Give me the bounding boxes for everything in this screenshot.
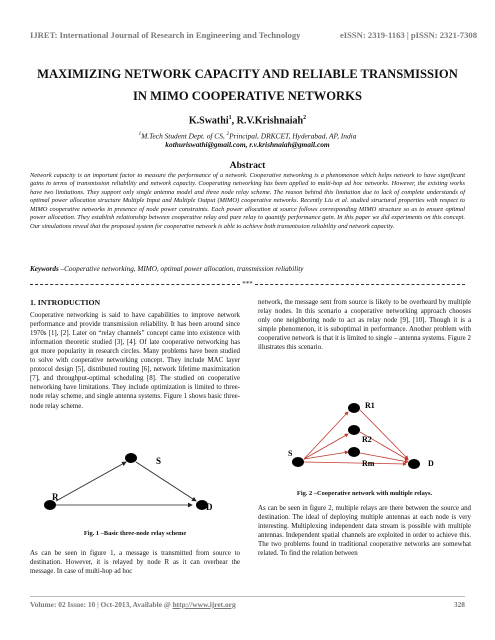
abstract-body: Network capacity is an important factor to measure the performance of a network. Cooperative networking is a phenomenon which helps network to have significant gains in terms of transmission reliability and network capacity. Cooperating networking has been applied to multi-hop ad hoc networks. However, the existing works have two limitations. They support only single antenna model and three node relay scheme. The reason behind this limitation due to lack of complete understands of optimal power allocation structure Multiple Input and Multiple Output (MIMO) cooperative networks. Recently Liu et al. studied structural properties with respect to MIMO cooperative networks in presence of node power constraints. Each power allocation at source follows corresponding MIMO structure so as to ensure optimal power allocation. They establish relationship between cooperative relay and pure relay to quantify performance gain. In this paper we did experiments on this concept. Our simulations reveal that the proposed system for cooperative network is able to achieve both transmission reliability and network capacity. (30, 172, 465, 230)
paper-title (20, 63, 475, 107)
node-rm (348, 447, 360, 457)
author-emails[interactable]: kothuriswathi@gmail.com, r.v.krishnaiah@gmail.com (165, 140, 330, 150)
label-s: S (156, 456, 162, 466)
keywords (30, 265, 465, 273)
figure-1-caption (30, 530, 240, 537)
left-column-top (30, 298, 240, 411)
affil-sup-1: 1 (138, 132, 142, 137)
section-heading: 1. INTRODUCTION (30, 298, 101, 307)
edge-s-d (136, 462, 196, 501)
keywords-label: Keywords (30, 265, 59, 273)
node-r1 (348, 403, 360, 413)
left-column-bottom (30, 549, 240, 576)
label-d: D (206, 502, 213, 512)
journal-link[interactable]: http://www.ijret.org (172, 600, 236, 609)
label-d2: D (428, 459, 434, 468)
section-separator (30, 280, 465, 288)
affil-part-2: Principal, DRKCET, Hyderabad, AP, India (229, 131, 357, 141)
right-column-bottom (258, 504, 471, 558)
intro-paragraph-2: As can be seen in figure 1, a message is transmitted from source to destination. However, it is relayed by node R as it can overhear the message. In case of multi-hop ad hoc (30, 550, 240, 576)
label-r2: R2 (362, 435, 372, 444)
fig2-text: –Cooperative network with multiple relays. (312, 490, 433, 497)
node-r2 (348, 425, 360, 435)
right-paragraph-1: network, the message sent from source is likely to be overheard by multiple relay nodes. In this scenario a cooperative networking approach chooses only one neighboring node to act as relay node [9], [10]. Though it is a simple phenomenon, it is suboptimal in performance. Another problem with cooperative network is that it is limited to single – antenna systems. Figure 2 illustrates this scenario. (258, 299, 471, 352)
intro-paragraph-1: Cooperative networking is said to have capabilities to improve network performance and provide transmission reliability. It has been around since 1970s [1], [2]. Later on “relay channels” concept came into existence with information theoretic studied [3], [4]. Of late cooperative networking has got more popularity in research circles. Many problems have been studied to solve with cooperative networking concept. They include MAC layer protocol design [5], distributed routing [6], network lifetime maximization [7], and throughput-optimal scheduling [8]. The studied on cooperative networking have limitations. They include optimization is limited to three-node relay scheme, and single antenna systems. Figure 1 shows basic three-node relay scheme. (30, 312, 240, 410)
footer-prefix: Volume: 02 Issue: 10 | Oct-2013, Available @ (30, 600, 173, 609)
authors (20, 115, 475, 126)
separator-line-left (30, 284, 240, 285)
figure-2-caption (258, 490, 471, 497)
label-r: R (52, 492, 59, 502)
label-rm: Rm (362, 459, 375, 468)
node-s2 (292, 457, 304, 467)
author-sep: , (231, 115, 237, 127)
author-1: K.Swathi (188, 115, 229, 127)
title-line-1: MAXIMIZING NETWORK CAPACITY AND RELIABLE TRANSMISSION (37, 67, 458, 81)
keywords-text: –Cooperative networking, MIMO, optimal power allocation, transmission reliability (58, 265, 304, 273)
label-r1: R1 (365, 401, 375, 410)
footer-volume (30, 600, 236, 609)
affiliation (20, 130, 475, 149)
figure-1-diagram (30, 440, 240, 520)
title-line-2: IN MIMO COOPERATIVE NETWORKS (133, 89, 362, 103)
abstract-heading: Abstract (229, 160, 266, 171)
right-paragraph-2: As can be seen in figure 2, multiple relays are there between the source and destination. The ideal of deploying multiple antennas at each node is very interesting. Multiplexing independent data stream is possible with multiple antennas. Independent spatial channels are exploited in order to achieve this. The two problems found in traditional cooperative networks are somewhat related. To find the relation between (258, 505, 471, 558)
author-1-sup: 1 (228, 115, 232, 121)
page-number: 328 (453, 600, 465, 609)
affil-sup-2: 2 (226, 132, 230, 137)
issn: eISSN: 2319-1163 | pISSN: 2321-7308 (339, 30, 477, 40)
author-2: R.V.Krishnaiah (236, 115, 304, 127)
affiliation-line (20, 130, 475, 140)
affil-part-1: M.Tech Student Dept. of CS, (141, 131, 227, 141)
author-2-sup: 2 (303, 115, 307, 121)
running-header (30, 30, 477, 44)
fig2-label: Fig. 2 (296, 490, 313, 497)
journal-name: IJRET: International Journal of Research in Engineering and Technology (30, 30, 301, 40)
node-d2 (408, 459, 420, 469)
right-column-top (258, 298, 471, 352)
figure-2-diagram (268, 396, 468, 488)
edge-r-s (56, 462, 126, 501)
fig1-text: –Basic three-node relay scheme (99, 530, 187, 537)
separator-line-right (255, 284, 465, 285)
page-footer (30, 596, 465, 609)
fig1-label: Fig. 1 (83, 530, 100, 537)
node-s (125, 453, 137, 463)
separator-stars: *** (242, 280, 253, 288)
label-s2: S (288, 449, 293, 458)
